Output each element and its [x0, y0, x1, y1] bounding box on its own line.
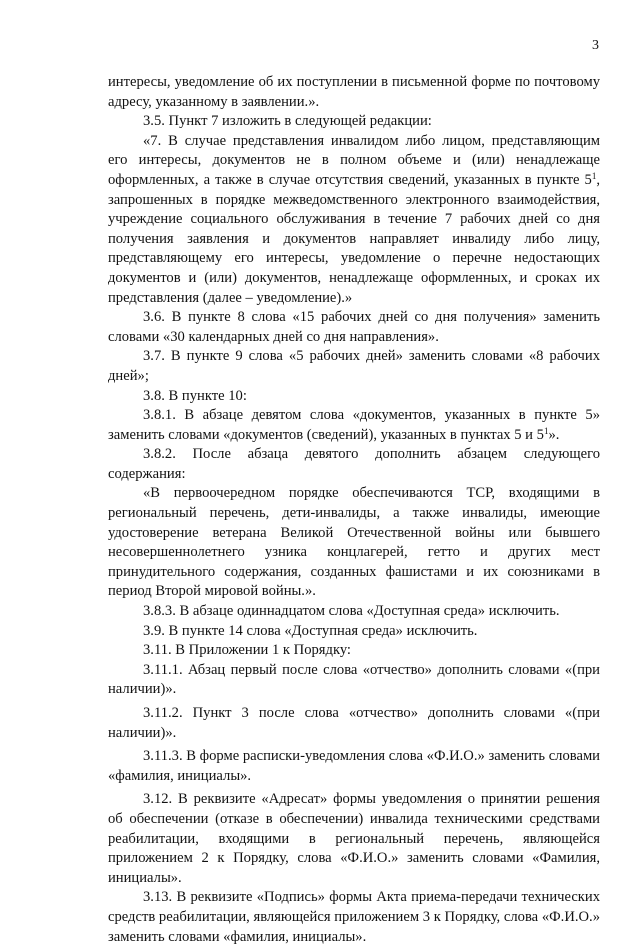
- document-body: [108, 73, 600, 947]
- paragraph-3-8-3: 3.8.3. В абзаце одиннадцатом слова «Доступная среда» исключить.: [143, 603, 560, 620]
- paragraph-3-8: 3.8. В пункте 10:: [143, 387, 247, 404]
- paragraph-3-12: 3.12. В реквизите «Адресат» формы уведомления о принятии решения об обеспечении (отказе в обеспечении) инвалида техническими средствами реабилитации, входящими в региональный перечень, являющейся приложением 2 к Порядку, слова «Ф.И.О.» заменить словами «Фамилия, инициалы».: [108, 791, 600, 886]
- paragraph-3-5: 3.5. Пункт 7 изложить в следующей редакции:: [143, 113, 432, 130]
- paragraph-3-11-2: 3.11.2. Пункт 3 после слова «отчество» дополнить словами «(при наличии)».: [108, 705, 600, 741]
- paragraph-quote-priority: «В первоочередном порядке обеспечиваются ТСР, входящими в региональный перечень, дети-инвалиды, а также инвалиды, имеющие удостоверение ветерана Великой Отечественной войны или бывшего несовершеннолетнего узника концлагерей, гетто и других мест принудительного содержания, созданных фашистами и их союзниками в период Второй мировой войны.».: [108, 485, 600, 600]
- paragraph-3-7: 3.7. В пункте 9 слова «5 рабочих дней» заменить словами «8 рабочих дней»;: [108, 348, 600, 384]
- paragraph-continuation: интересы, уведомление об их поступлении в письменной форме по почтовому адресу, указанному в заявлении.».: [108, 74, 600, 110]
- paragraph-3-8-1-text: 3.8.1. В абзаце девятом слова «документов, указанных в пункте 5» заменить словами «документов (сведений), указанных в пунктах 5 и 5: [108, 407, 600, 443]
- page-number: 3: [592, 38, 599, 53]
- paragraph-3-11: 3.11. В Приложении 1 к Порядку:: [143, 642, 351, 659]
- paragraph-7-text-after: , запрошенных в порядке межведомственного электронного взаимодействия, учреждение социального обслуживания в течение 7 рабочих дней со дня получения заявления и документов направляет инвалиду либо лицу, представляющему его интересы, уведомление о перечне недостающих документов и (или) документов, ненадлежаще оформленных, и сроках их представления (далее – уведомление).»: [108, 171, 600, 306]
- paragraph-7-quote: [108, 132, 600, 308]
- paragraph-7-text: «7. В случае представления инвалидом либо лицом, представляющим его интересы, документов не в полном объеме и (или) ненадлежаще оформленных, а также в случае отсутствия сведений, указанных в пункте 5: [108, 132, 600, 188]
- paragraph-3-13: 3.13. В реквизите «Подпись» формы Акта приема-передачи технических средств реабилитации, являющейся приложением 3 к Порядку, слова «Ф.И.О.» заменить словами «фамилия, инициалы».: [108, 889, 600, 945]
- paragraph-3-8-1: [108, 406, 600, 445]
- paragraph-3-6: 3.6. В пункте 8 слова «15 рабочих дней со дня получения» заменить словами «30 календарных дней со дня направления».: [108, 309, 600, 345]
- paragraph-3-8-2: 3.8.2. После абзаца девятого дополнить абзацем следующего содержания:: [108, 446, 600, 482]
- paragraph-3-11-3: 3.11.3. В форме расписки-уведомления слова «Ф.И.О.» заменить словами «фамилия, инициалы».: [108, 748, 600, 784]
- paragraph-3-11-1: 3.11.1. Абзац первый после слова «отчество» дополнить словами «(при наличии)».: [108, 661, 600, 698]
- superscript: 1: [591, 170, 597, 181]
- paragraph-3-8-1-text-after: ».: [548, 426, 560, 443]
- paragraph-3-9: 3.9. В пункте 14 слова «Доступная среда» исключить.: [143, 622, 478, 639]
- superscript: 1: [543, 425, 549, 436]
